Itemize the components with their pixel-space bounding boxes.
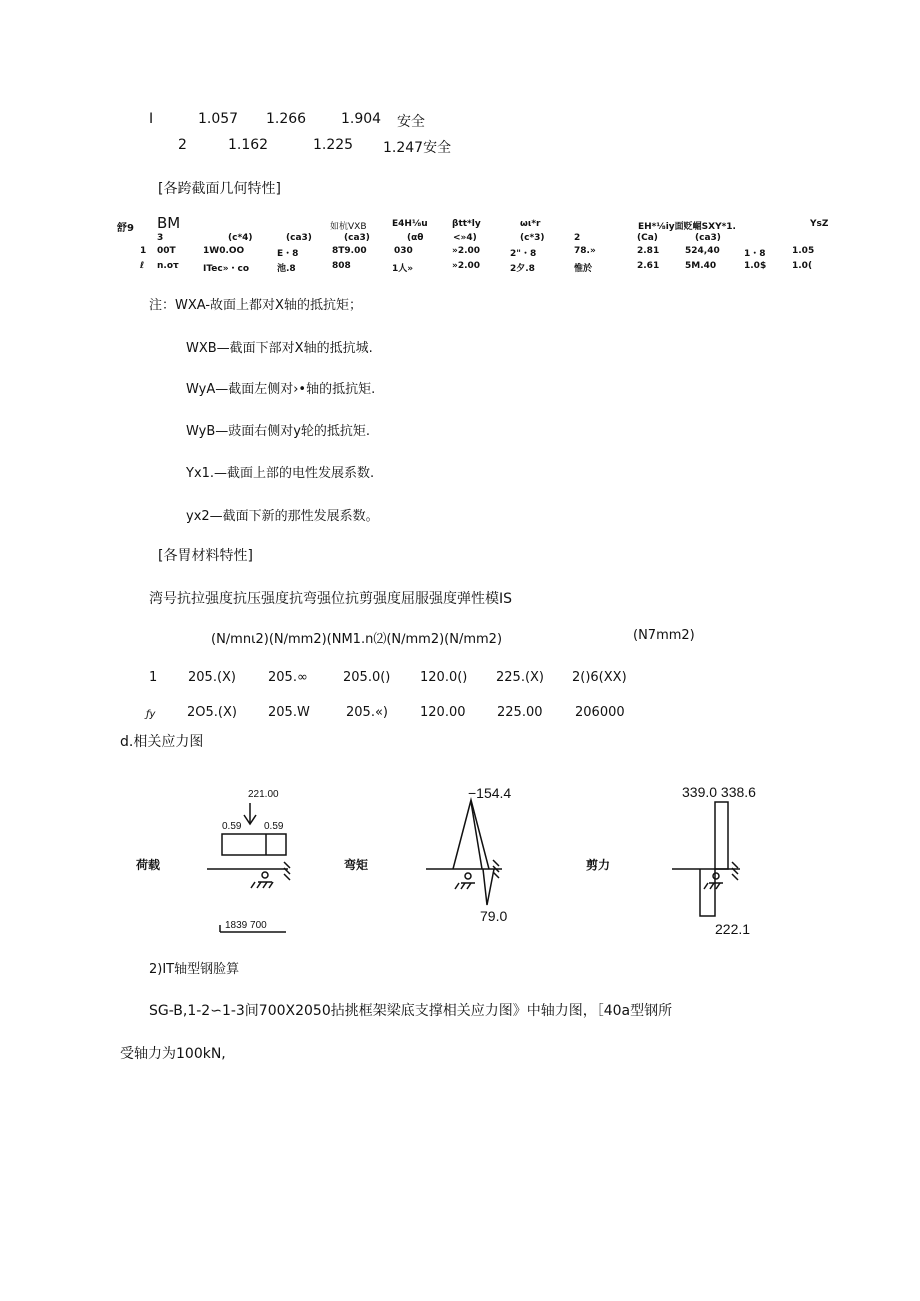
check-row-2-v1: 1.162 (228, 137, 269, 153)
axial-paragraph-cont: 受轴力为100kN, (120, 1046, 226, 1062)
geom-unit-8: (Ca) (637, 233, 658, 243)
load-right-value: 0.59 (264, 821, 284, 832)
shear-diagram (586, 784, 756, 937)
geom-r2-7: 2夕.8 (510, 264, 535, 274)
mat-r1-0: 1 (149, 670, 158, 685)
geom-unit-9: (ca3) (695, 233, 721, 243)
mat-r1-3: 205.0() (343, 670, 391, 685)
geom-r2-12: 1.0( (792, 261, 813, 271)
material-header: 湾号抗拉强度抗压强度抗弯强位抗剪强度屈服强度弹性模IS (149, 591, 513, 607)
geom-hdr-7: YsZ (810, 219, 829, 229)
note-3: WyB—豉面右侧对y轮的抵抗矩. (186, 424, 371, 439)
check-row-1-v3: 1.904 (341, 111, 382, 127)
mat-r2-3: 205.«) (346, 705, 388, 720)
mat-r2-5: 225.00 (497, 705, 543, 720)
geom-r2-3: 池.8 (277, 264, 296, 274)
geom-hdr-5: ωι*r (520, 219, 541, 229)
geom-r2-1: n.oτ (157, 261, 179, 271)
geom-unit-2: (ca3) (286, 233, 312, 243)
geom-r2-2: ITec»・co (203, 264, 250, 274)
note-1: WXB—截面下部对X轴的抵抗城. (186, 341, 373, 356)
check-row-1-v2: 1.266 (266, 111, 307, 127)
geom-r1-9: 2.81 (637, 246, 660, 256)
moment-label: 弯矩 (344, 858, 369, 872)
mat-r1-2: 205.∞ (268, 670, 308, 685)
geom-r2-6: »2.00 (452, 261, 481, 271)
geom-r1-8: 78.» (574, 246, 596, 256)
note-2: WyA—截面左侧对›•轴的抵抗矩. (186, 382, 376, 397)
check-row-1-result: 安全 (397, 114, 425, 130)
material-units: (N∕mnι2)(N∕mm2)(NM1.n⑵(N∕mm2)(N/mm2) (211, 632, 503, 647)
section-material-heading: [各胃材料特性] (158, 548, 253, 564)
geom-r2-0: ℓ (140, 261, 145, 271)
geom-unit-6: (c*3) (520, 233, 545, 243)
geom-r1-11: 1・8 (744, 249, 766, 259)
check-row-2-v3: 1.247安全 (383, 140, 452, 156)
moment-bottom-value: 79.0 (480, 908, 508, 924)
geom-r1-7: 2"・8 (510, 249, 537, 259)
shear-label: 剪力 (586, 858, 611, 872)
check-row-2-id: 2 (178, 137, 187, 153)
mat-r2-6: 206000 (575, 705, 625, 720)
geom-r2-11: 1.0$ (744, 261, 767, 271)
moment-top-value: −154.4 (468, 785, 512, 801)
check-row-1-v1: 1.057 (198, 111, 239, 127)
load-left-value: 0.59 (222, 821, 242, 832)
geom-hdr-6: EH*⅛iy面贬崛SXY*1. (638, 222, 736, 232)
shear-bottom-value: 222.1 (715, 921, 751, 937)
geom-r1-3: E・8 (277, 249, 299, 259)
shear-top-values: 339.0 338.6 (682, 784, 756, 800)
mat-r2-2: 205.W (268, 705, 310, 720)
geom-unit-5: <»4) (453, 233, 477, 243)
geom-r1-6: »2.00 (452, 246, 481, 256)
mat-r2-4: 120.00 (420, 705, 466, 720)
geom-r2-4: 808 (332, 261, 351, 271)
geom-r1-2: 1W0.OO (203, 246, 245, 256)
stress-heading: d.相关应力图 (120, 734, 204, 750)
mat-r1-1: 205.(X) (188, 670, 236, 685)
geom-r2-10: 5M.40 (685, 261, 717, 271)
geom-unit-4: (αθ (407, 233, 424, 243)
load-diagram (136, 789, 290, 932)
note-0: 注：WXA-故面上都对X轴的抵抗矩； (149, 298, 362, 313)
geom-hdr-0: 舒9 (117, 223, 134, 234)
mat-r2-1: 2O5.(X) (187, 705, 237, 720)
check-row-1-id: I (149, 111, 154, 127)
check-row-2-v2: 1.225 (313, 137, 354, 153)
material-unit-last: (N7mm2) (633, 628, 695, 643)
note-5: yx2—截面下新的那性发展系数。 (186, 509, 379, 524)
geom-r1-1: 00T (157, 246, 176, 256)
geom-r1-4: 8T9.00 (332, 246, 367, 256)
section-geom-heading: [各跨截面几何特性] (158, 181, 281, 197)
geom-r1-5: 030 (394, 246, 413, 256)
geom-r1-0: 1 (140, 246, 147, 256)
geom-r2-5: 1人» (392, 264, 414, 274)
geom-unit-3: (ca3) (344, 233, 370, 243)
axial-paragraph: SG-B,1-2∽1-3间700X2050拈挑框架梁底支撑相关应力图》中轴力图，［40a型钢所 (149, 1003, 673, 1019)
geom-unit-7: 2 (574, 233, 581, 243)
geom-hdr-4: βtt*ly (452, 219, 481, 229)
geom-r1-10: 524,40 (685, 246, 720, 256)
geom-hdr-2: 如杭VXB (330, 222, 367, 232)
mat-r1-5: 225.(X) (496, 670, 544, 685)
geom-r1-12: 1.05 (792, 246, 815, 256)
load-top-value: 221.00 (248, 789, 279, 800)
geom-hdr-3: E4H⅛u (392, 219, 428, 229)
geom-unit-1: (c*4) (228, 233, 253, 243)
moment-diagram (344, 785, 511, 924)
mat-r2-0: ƒy (146, 709, 156, 720)
load-dims: 1839 700 (225, 920, 267, 931)
geom-hdr-1: BM (157, 214, 181, 232)
geom-unit-0: 3 (157, 233, 164, 243)
load-label: 荷载 (136, 858, 161, 872)
note-4: Yx1.—截面上部的电性发展系数. (186, 466, 375, 481)
geom-r2-8: 惟於 (574, 264, 593, 274)
mat-r1-4: 120.0() (420, 670, 468, 685)
section-axial-heading: 2)IT轴型钢脸算 (149, 962, 240, 977)
mat-r1-6: 2()6(XX) (572, 670, 627, 685)
geom-r2-9: 2.61 (637, 261, 660, 271)
